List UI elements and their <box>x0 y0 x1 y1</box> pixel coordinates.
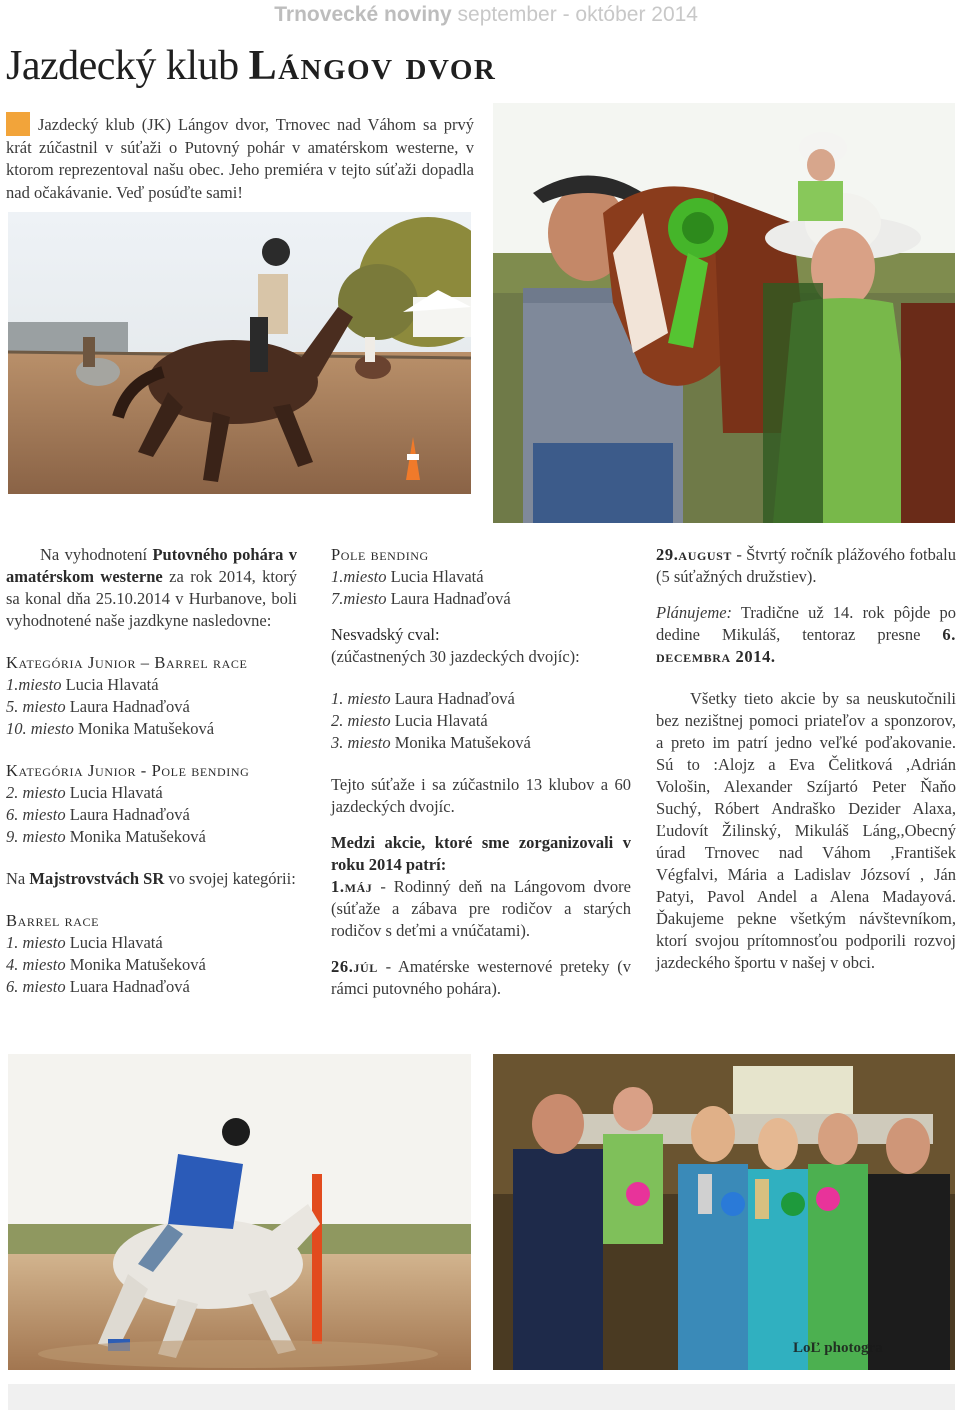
championship-text-2: vo svojej kategórii: <box>164 869 296 888</box>
result-name: Laura Hadnaďová <box>386 589 511 608</box>
photo-credit: LoĽ photogra <box>793 1340 883 1356</box>
section-title-junior-pole: Kategória Junior - Pole bending <box>6 761 250 780</box>
result-line <box>331 710 631 732</box>
result-place: 10. miesto <box>6 719 74 738</box>
masthead-name: Trnovecké noviny <box>274 3 452 26</box>
result-line <box>6 674 297 696</box>
thanks-paragraph: Všetky tieto akcie by sa neuskutočnili bez nezištnej pomoci priateľov a sponzorov, a preto im patrí jedno veľké poďakovanie. Sú to :Alojz a Eva Čelitková ,Adrián Vološin, Alexander Szíjartó Peter Ňaňo Suchý, Róbert Andraško Dezider Alaxa, Ľudovít Žilinský, Mikuláš Láng,,Obecný úrad Trnovec nad Váhom ,František Végfalvi, Mária a Ladislav Józsoví , Ján Patyi, Pavol Andel a Alena Madayová. Ďakujeme pekne všetkým návštevníkom, ktorí svojou prítomnosťou podporili rozvoj jazdeckého športu v našej v obci. <box>656 689 956 972</box>
title-club-name: Lángov dvor <box>248 43 497 89</box>
event-text: - Štvrtý ročník plážového fotbalu (5 súťažných družstiev). <box>656 545 956 586</box>
result-line <box>6 804 297 826</box>
event-date: 29.august <box>656 545 733 564</box>
plan-label: Plánujeme: <box>656 603 733 622</box>
intro-text: Jazdecký klub (JK) Lángov dvor, Trnovec nad Váhom sa prvý krát zúčastnil v súťaži o Putovný pohár v amatérskom westerne, v ktorom reprezentoval našu obec. Jeho premiéra v tejto súťaži dopadla nad očakávanie. Veď posúďte sami! <box>6 115 474 202</box>
result-name: Laura Hadnaďová <box>390 689 515 708</box>
cval-subtitle: (zúčastnených 30 jazdeckých dvojíc): <box>331 647 580 666</box>
result-place: 1.miesto <box>331 567 387 586</box>
section-title-cval: Nesvadský cval: <box>331 625 440 644</box>
result-line <box>331 588 631 610</box>
result-line <box>6 932 297 954</box>
result-name: Lucia Hlavatá <box>390 711 488 730</box>
column-results-2 <box>331 544 631 1000</box>
event-line-may <box>331 876 631 942</box>
event-date: 26.júl <box>331 957 378 976</box>
event-text: - Amatérske westernové preteky (v rámci putovného pohára). <box>331 957 631 998</box>
result-name: Lucia Hlavatá <box>65 933 163 952</box>
title-plain: Jazdecký klub <box>6 43 239 89</box>
result-line <box>331 732 631 754</box>
result-line <box>331 688 631 710</box>
intro-paragraph <box>6 114 474 204</box>
championship-line <box>6 868 297 890</box>
result-name: Lucia Hlavatá <box>65 783 163 802</box>
result-place: 9. miesto <box>6 827 66 846</box>
column-events-thanks <box>656 544 956 974</box>
column-results-1 <box>6 544 297 998</box>
result-place: 2. miesto <box>6 783 66 802</box>
result-place: 6. miesto <box>6 805 66 824</box>
result-name: Luara Hadnaďová <box>65 977 190 996</box>
result-place: 5. miesto <box>6 697 66 716</box>
photo-barrel-race <box>8 212 471 494</box>
result-place: 1.miesto <box>6 675 62 694</box>
photo-pole-bending <box>8 1054 471 1370</box>
plan-date: 6. decembra 2014. <box>656 625 956 666</box>
section-title-junior-barrel: Kategória Junior – Barrel race <box>6 653 248 672</box>
article-title <box>6 42 496 90</box>
result-name: Monika Matušeková <box>65 827 206 846</box>
result-line <box>6 696 297 718</box>
result-line <box>6 718 297 740</box>
events-title: Medzi akcie, ktoré sme zorganizovali v roku 2014 patrí: <box>331 833 631 874</box>
clubs-note: Tejto súťaže i sa zúčastnilo 13 klubov a 60 jazdeckých dvojíc. <box>331 775 631 816</box>
result-place: 2. miesto <box>331 711 391 730</box>
result-name: Laura Hadnaďová <box>65 805 190 824</box>
result-place: 1. miesto <box>331 689 391 708</box>
result-place: 6. miesto <box>6 977 66 996</box>
results-lead <box>6 544 297 632</box>
result-name: Laura Hadnaďová <box>65 697 190 716</box>
result-line <box>6 976 297 998</box>
result-name: Lucia Hlavatá <box>61 675 159 694</box>
bottom-bar <box>8 1384 955 1410</box>
plan-line <box>656 602 956 668</box>
lead-text-2: za rok 2014, ktorý sa konal dňa 25.10.2014 v Hurbanove, boli vyhodnotené naše jazdkyne nasledovne: <box>6 567 297 630</box>
lead-cup-name: Putovného pohára v amatérskom westerne <box>6 545 297 586</box>
photo-winners-horse <box>493 103 955 523</box>
event-line-july <box>331 956 631 1000</box>
championship-name: Majstrovstvách SR <box>29 869 165 888</box>
result-line <box>331 566 631 588</box>
photo-award-ceremony <box>493 1054 955 1370</box>
section-title-pole-bending: Pole bending <box>331 545 429 564</box>
event-text: - Rodinný deň na Lángovom dvore (súťaže a zábava pre rodičov a starých rodičov s deťmi a vnúčatami). <box>331 877 631 940</box>
lead-text-1: Na vyhodnotení <box>40 545 153 564</box>
result-place: 3. miesto <box>331 733 391 752</box>
result-place: 4. miesto <box>6 955 66 974</box>
event-date: 1.máj <box>331 877 373 896</box>
result-line <box>6 782 297 804</box>
result-place: 7.miesto <box>331 589 387 608</box>
result-place: 1. miesto <box>6 933 66 952</box>
accent-square-icon <box>6 112 30 136</box>
masthead-issue: september - október 2014 <box>457 3 698 26</box>
masthead <box>274 3 698 27</box>
championship-text-1: Na <box>6 869 30 888</box>
event-line-august <box>656 544 956 588</box>
result-name: Monika Matušeková <box>390 733 531 752</box>
section-title-barrel-race: Barrel race <box>6 911 100 930</box>
plan-text: Tradične už 14. rok pôjde po dedine Mikuláš, tentoraz presne <box>656 603 956 644</box>
result-line <box>6 954 297 976</box>
result-line <box>6 826 297 848</box>
result-name: Monika Matušeková <box>73 719 215 738</box>
result-name: Lucia Hlavatá <box>386 567 484 586</box>
result-name: Monika Matušeková <box>65 955 206 974</box>
